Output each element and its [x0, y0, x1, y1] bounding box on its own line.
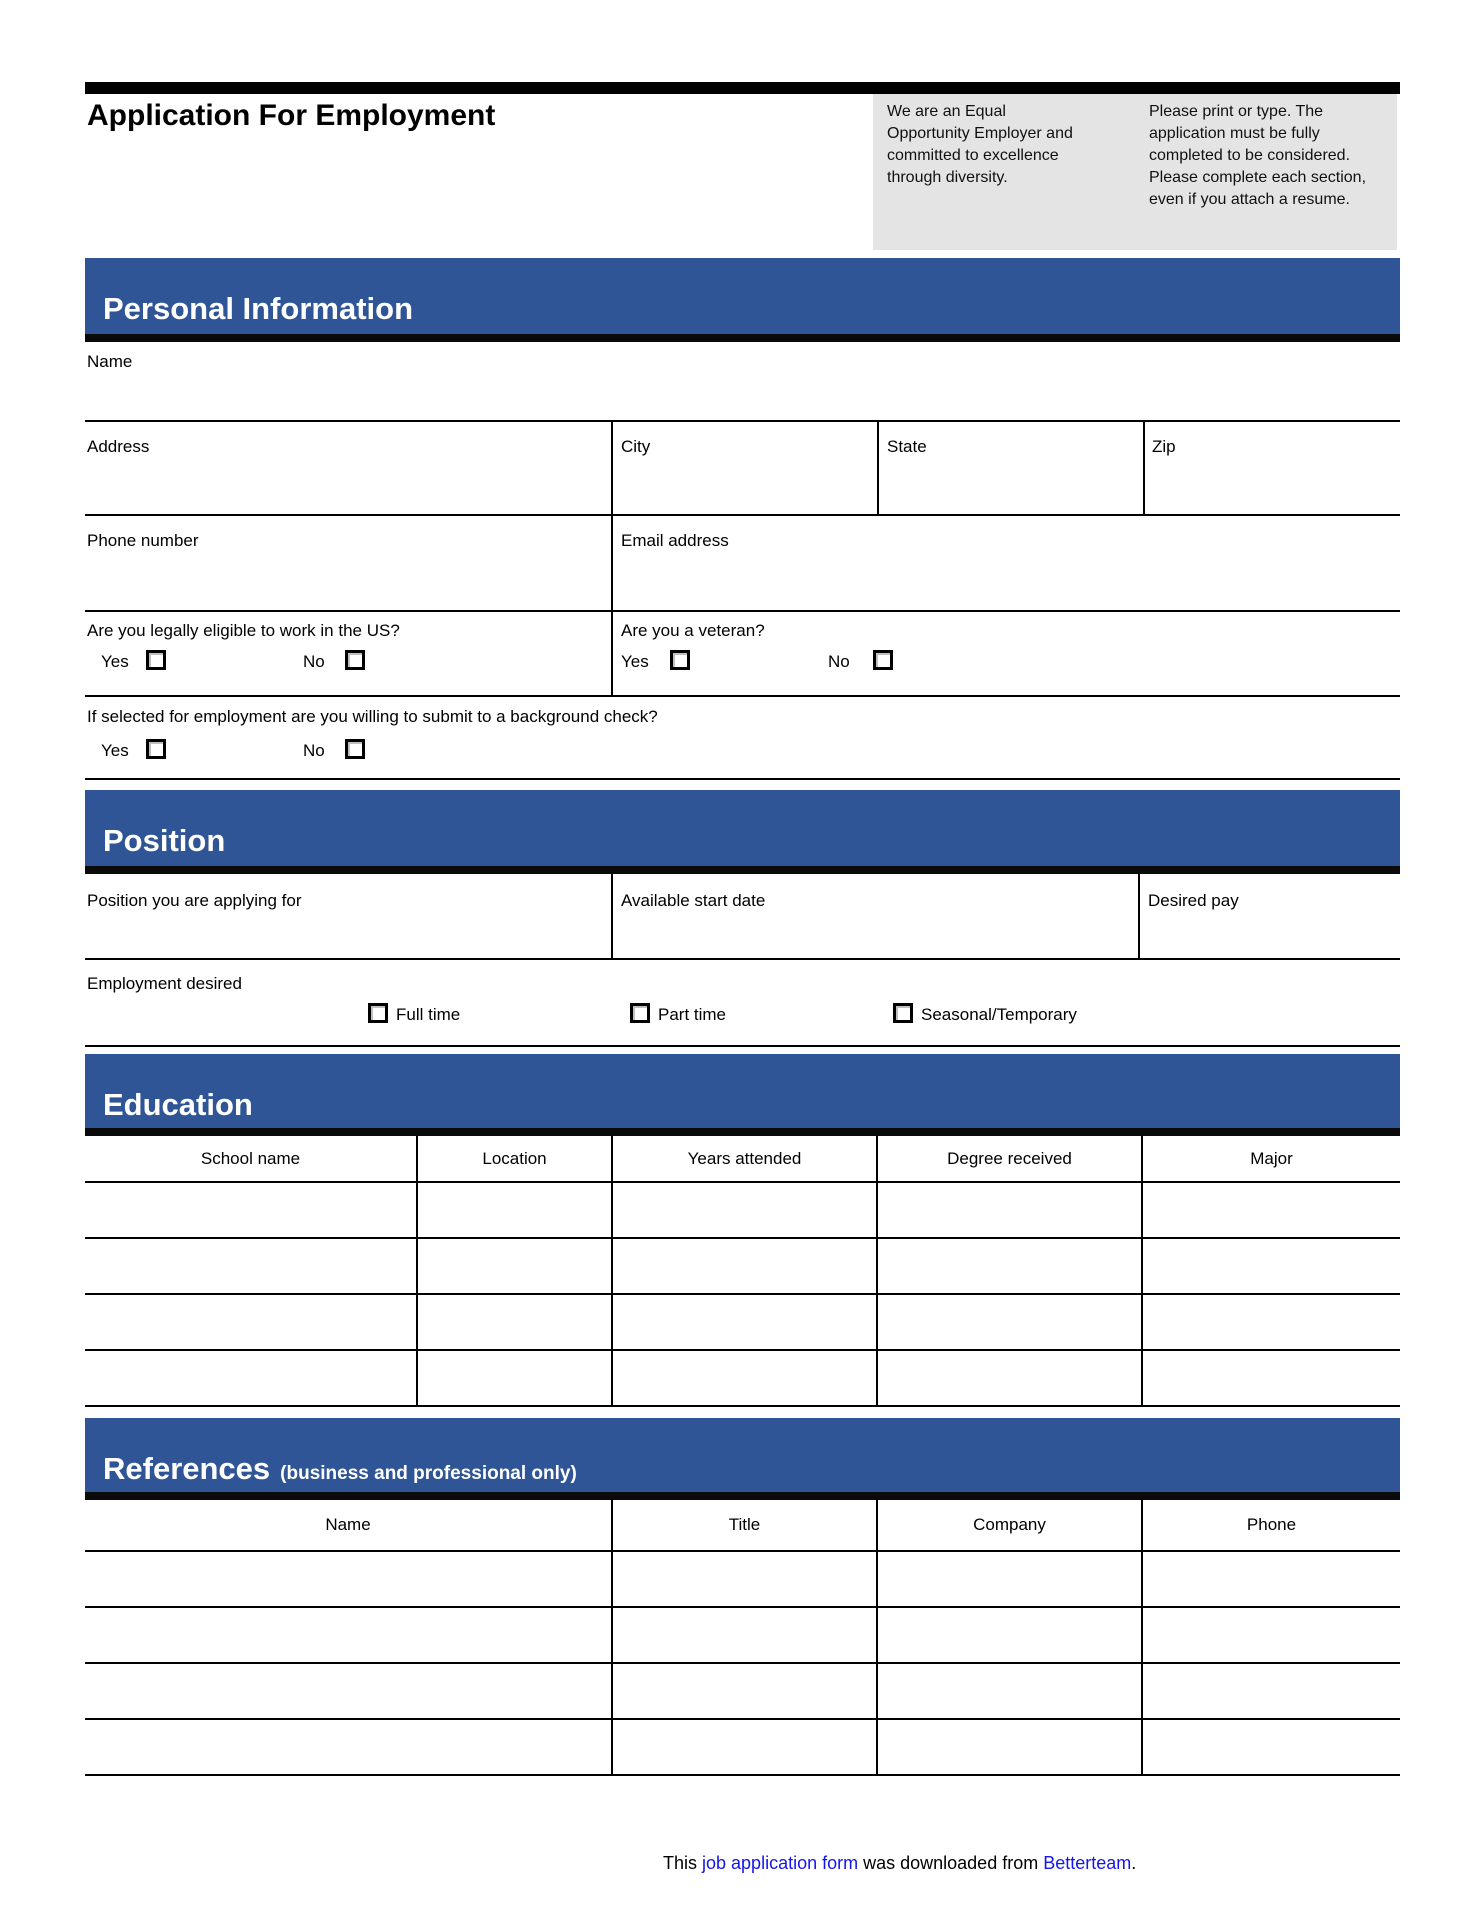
zip-label: Zip: [1152, 437, 1176, 456]
eligible-yes-checkbox[interactable]: [146, 650, 166, 670]
education-location-cell[interactable]: [418, 1239, 613, 1293]
education-row: [85, 1239, 1400, 1295]
start-date-label: Available start date: [621, 891, 766, 910]
page-title: Application For Employment: [87, 99, 496, 132]
eligible-no-checkbox[interactable]: [345, 650, 365, 670]
references-col-company: Company: [878, 1500, 1143, 1550]
education-school-cell[interactable]: [85, 1295, 418, 1349]
desired-pay-field[interactable]: [1140, 876, 1400, 956]
education-location-cell[interactable]: [418, 1295, 613, 1349]
reference-phone-cell[interactable]: [1143, 1608, 1400, 1662]
eligible-no-label: No: [303, 652, 325, 671]
education-location-cell[interactable]: [418, 1183, 613, 1237]
education-degree-cell[interactable]: [878, 1239, 1143, 1293]
divider-line: [85, 958, 1400, 960]
section-title: Position: [103, 823, 226, 858]
education-location-cell[interactable]: [418, 1351, 613, 1405]
footer-attribution: [663, 1853, 1136, 1874]
education-col-school: School name: [85, 1136, 418, 1181]
section-header-personal-information: [85, 258, 1400, 334]
references-col-name: Name: [85, 1500, 613, 1550]
divider-line: [85, 778, 1400, 780]
education-school-cell[interactable]: [85, 1183, 418, 1237]
references-rows: [85, 1552, 1400, 1776]
education-col-degree: Degree received: [878, 1136, 1143, 1181]
education-major-cell[interactable]: [1143, 1295, 1400, 1349]
education-major-cell[interactable]: [1143, 1351, 1400, 1405]
section-header-references: [85, 1418, 1400, 1494]
veteran-yes-checkbox[interactable]: [670, 650, 690, 670]
reference-phone-cell[interactable]: [1143, 1552, 1400, 1606]
background-question: If selected for employment are you willing to submit to a background check?: [87, 707, 658, 726]
education-major-cell[interactable]: [1143, 1183, 1400, 1237]
reference-name-cell[interactable]: [85, 1664, 613, 1718]
fulltime-label: Full time: [396, 1005, 461, 1024]
address-field[interactable]: [85, 422, 609, 512]
references-row: [85, 1608, 1400, 1664]
references-row: [85, 1552, 1400, 1608]
references-row: [85, 1720, 1400, 1776]
education-table: [85, 1136, 1400, 1407]
education-school-cell[interactable]: [85, 1239, 418, 1293]
education-col-location: Location: [418, 1136, 613, 1181]
section-header-underline: [85, 334, 1400, 342]
footer-text: This: [663, 1853, 703, 1873]
section-title: References: [103, 1451, 271, 1486]
section-title: Education: [103, 1087, 253, 1122]
education-rows: [85, 1183, 1400, 1407]
parttime-label: Part time: [658, 1005, 727, 1024]
reference-phone-cell[interactable]: [1143, 1720, 1400, 1774]
email-label: Email address: [621, 531, 729, 550]
veteran-no-checkbox[interactable]: [873, 650, 893, 670]
city-field[interactable]: [613, 422, 875, 512]
veteran-question: Are you a veteran?: [621, 621, 765, 640]
betterteam-link[interactable]: Betterteam: [1043, 1853, 1132, 1873]
education-row: [85, 1183, 1400, 1239]
name-label: Name: [87, 352, 133, 371]
eligible-yes-label: Yes: [101, 652, 129, 671]
education-major-cell[interactable]: [1143, 1239, 1400, 1293]
education-years-cell[interactable]: [613, 1183, 878, 1237]
eeo-notice-text: We are an Equal Opportunity Employer and committed to excellence through diversity.: [887, 103, 1073, 186]
job-application-form-link[interactable]: job application form: [702, 1853, 859, 1873]
reference-phone-cell[interactable]: [1143, 1664, 1400, 1718]
education-row: [85, 1295, 1400, 1351]
section-subtitle: (business and professional only): [280, 1463, 577, 1484]
reference-title-cell[interactable]: [613, 1608, 878, 1662]
fulltime-checkbox[interactable]: [368, 1003, 388, 1023]
reference-company-cell[interactable]: [878, 1664, 1143, 1718]
phone-label: Phone number: [87, 531, 199, 550]
seasonal-label: Seasonal/Temporary: [921, 1005, 1077, 1024]
email-field[interactable]: [613, 516, 1400, 608]
address-label: Address: [87, 437, 150, 456]
education-col-years: Years attended: [613, 1136, 878, 1181]
background-no-checkbox[interactable]: [345, 739, 365, 759]
seasonal-checkbox[interactable]: [893, 1003, 913, 1023]
footer-text: was downloaded from: [858, 1853, 1044, 1873]
reference-name-cell[interactable]: [85, 1720, 613, 1774]
section-header-underline: [85, 1492, 1400, 1500]
divider-line: [85, 1045, 1400, 1047]
education-years-cell[interactable]: [613, 1351, 878, 1405]
divider-line: [85, 610, 1400, 612]
section-title: Personal Information: [103, 291, 414, 326]
notice-box: [873, 94, 1397, 250]
references-table: [85, 1500, 1400, 1776]
eligible-question: Are you legally eligible to work in the US?: [87, 621, 400, 640]
education-years-cell[interactable]: [613, 1239, 878, 1293]
position-applying-field[interactable]: [85, 876, 609, 956]
education-degree-cell[interactable]: [878, 1351, 1143, 1405]
reference-title-cell[interactable]: [613, 1664, 878, 1718]
references-header-row: [85, 1500, 1400, 1552]
references-col-title: Title: [613, 1500, 878, 1550]
print-notice-text: Please print or type. The application must be fully completed to be considered. Please complete each section, even if you attach a resume.: [1149, 103, 1367, 208]
veteran-no-label: No: [828, 652, 850, 671]
background-no-label: No: [303, 741, 325, 760]
city-label: City: [621, 437, 651, 456]
background-yes-checkbox[interactable]: [146, 739, 166, 759]
reference-company-cell[interactable]: [878, 1552, 1143, 1606]
reference-title-cell[interactable]: [613, 1720, 878, 1774]
education-school-cell[interactable]: [85, 1351, 418, 1405]
veteran-yes-label: Yes: [621, 652, 649, 671]
education-col-major: Major: [1250, 1148, 1293, 1168]
references-col-phone: Phone: [1246, 1515, 1297, 1534]
reference-company-cell[interactable]: [878, 1608, 1143, 1662]
state-field[interactable]: [879, 422, 1141, 512]
name-field[interactable]: [85, 372, 1400, 418]
section-header-position: [85, 790, 1400, 866]
reference-title-cell[interactable]: [613, 1552, 878, 1606]
employment-desired-label: Employment desired: [87, 974, 242, 993]
phone-field[interactable]: [85, 516, 609, 608]
footer-text: .: [1131, 1853, 1137, 1873]
desired-pay-label: Desired pay: [1148, 891, 1239, 910]
state-label: State: [887, 437, 927, 456]
zip-field[interactable]: [1145, 422, 1400, 512]
section-header-underline: [85, 866, 1400, 874]
reference-company-cell[interactable]: [878, 1720, 1143, 1774]
education-header-row: [85, 1136, 1400, 1183]
education-years-cell[interactable]: [613, 1295, 878, 1349]
background-yes-label: Yes: [101, 741, 129, 760]
education-degree-cell[interactable]: [878, 1295, 1143, 1349]
reference-name-cell[interactable]: [85, 1552, 613, 1606]
section-header-education: [85, 1054, 1400, 1130]
education-row: [85, 1351, 1400, 1407]
parttime-checkbox[interactable]: [630, 1003, 650, 1023]
section-header-underline: [85, 1128, 1400, 1136]
references-row: [85, 1664, 1400, 1720]
reference-name-cell[interactable]: [85, 1608, 613, 1662]
start-date-field[interactable]: [613, 876, 1136, 956]
education-degree-cell[interactable]: [878, 1183, 1143, 1237]
divider-line: [85, 695, 1400, 697]
top-rule: [85, 82, 1400, 94]
position-applying-label: Position you are applying for: [87, 891, 302, 910]
